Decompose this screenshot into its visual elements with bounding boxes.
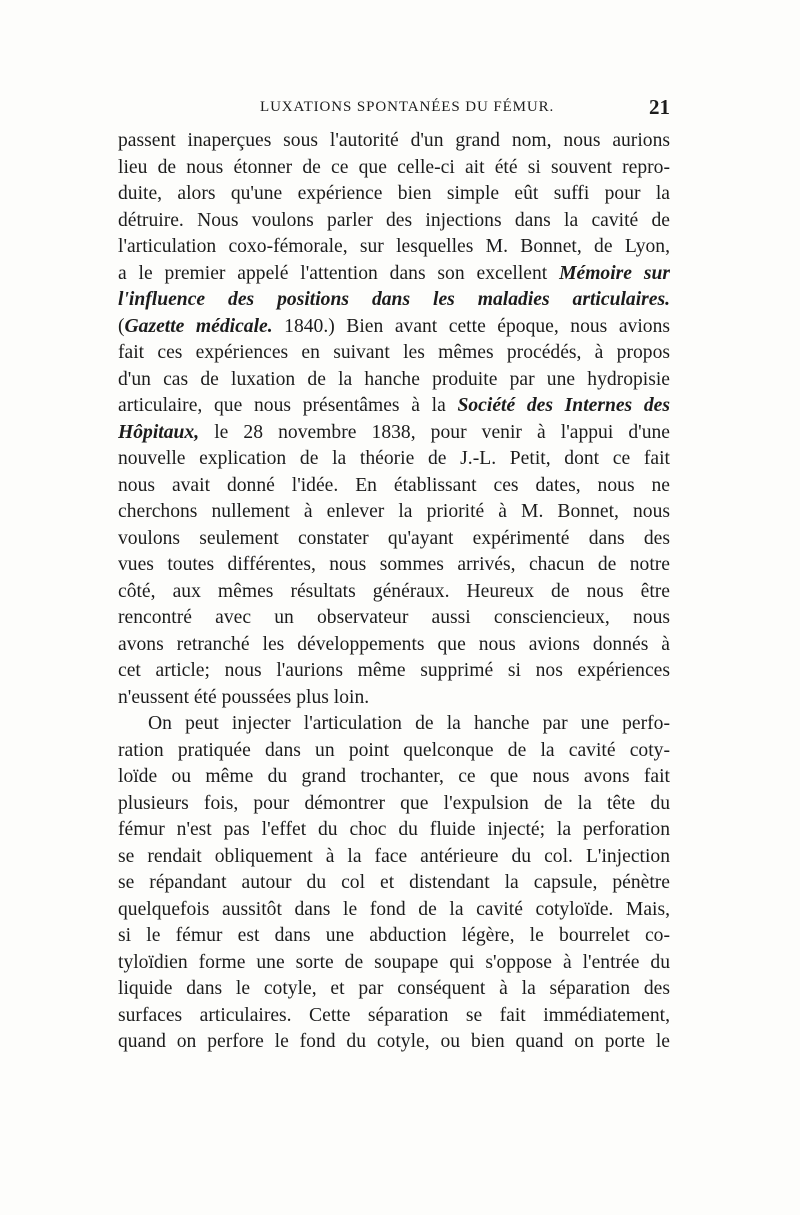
text-line: nous avait donné l'idée. En établissant ces dates, nous ne [118,474,670,496]
text-line: surfaces articulaires. Cette séparation se fait immédiatement, [118,1004,670,1026]
text-line: voulons seulement constater qu'ayant expérimenté dans des [118,527,670,549]
text-line: fémur n'est pas l'effet du choc du fluide injecté; la perforation [118,819,670,840]
body-text [118,128,670,1056]
text-line: quelquefois aussitôt dans le fond de la cavité cotyloïde. Mais, [118,898,670,920]
text-line: a le premier appelé l'attention dans son excellent Mémoire sur [118,262,670,284]
text-line: avons retranché les développements que nous avions donnés à [118,633,670,655]
text-line: quand on perfore le fond du cotyle, ou bien quand on porte le [118,1031,670,1052]
text-line: tyloïdien forme une sorte de soupape qui s'oppose à l'entrée du [118,951,670,973]
text-line: lieu de nous étonner de ce que celle-ci ait été si souvent repro- [118,156,670,178]
text-line: articulaire, que nous présentâmes à la Société des Internes des [118,395,670,416]
text-line: détruire. Nous voulons parler des injections dans la cavité de [118,209,670,231]
text-line: duite, alors qu'une expérience bien simple eût suffi pour la [118,183,670,204]
text-line: loïde ou même du grand trochanter, ce que nous avons fait [118,766,670,787]
page-number: 21 [649,95,670,119]
text-line: On peut injecter l'articulation de la hanche par une perfo- [148,713,670,734]
text-line: Hôpitaux, le 28 novembre 1838, pour venir à l'appui d'une [118,421,670,443]
text-line: passent inaperçues sous l'autorité d'un grand nom, nous aurions [118,130,670,151]
text-line: se répandant autour du col et distendant la capsule, pénètre [118,872,670,893]
text-line: nouvelle explication de la théorie de J.-L. Petit, dont ce fait [118,448,670,469]
text-line: cherchons nullement à enlever la priorité à M. Bonnet, nous [118,501,670,522]
text-line: liquide dans le cotyle, et par conséquent à la séparation des [118,978,670,999]
text-line: côté, aux mêmes résultats généraux. Heureux de nous être [118,580,670,602]
text-line: cet article; nous l'aurions même supprimé si nos expériences [118,660,670,681]
running-head [118,97,670,123]
text-line: se rendait obliquement à la face antérieure du col. L'injection [118,845,670,867]
text-line: l'articulation coxo-fémorale, sur lesquelles M. Bonnet, de Lyon, [118,236,670,257]
text-line: (Gazette médicale. 1840.) Bien avant cette époque, nous avions [118,315,670,337]
text-line: vues toutes différentes, nous sommes arrivés, chacun de notre [118,554,670,575]
text-line: n'eussent été poussées plus loin. [118,686,370,708]
text-line: si le fémur est dans une abduction légère, le bourrelet co- [118,925,670,946]
text-line: l'influence des positions dans les maladies articulaires. [118,289,670,310]
text-line: fait ces expériences en suivant les mêmes procédés, à propos [118,342,670,363]
text-line: plusieurs fois, pour démontrer que l'expulsion de la tête du [118,792,670,814]
text-line: ration pratiquée dans un point quelconque de la cavité coty- [118,739,670,761]
text-line: rencontré avec un observateur aussi consciencieux, nous [118,607,670,628]
running-title: LUXATIONS SPONTANÉES DU FÉMUR. [260,99,555,115]
text-line: d'un cas de luxation de la hanche produite par une hydropisie [118,368,670,390]
